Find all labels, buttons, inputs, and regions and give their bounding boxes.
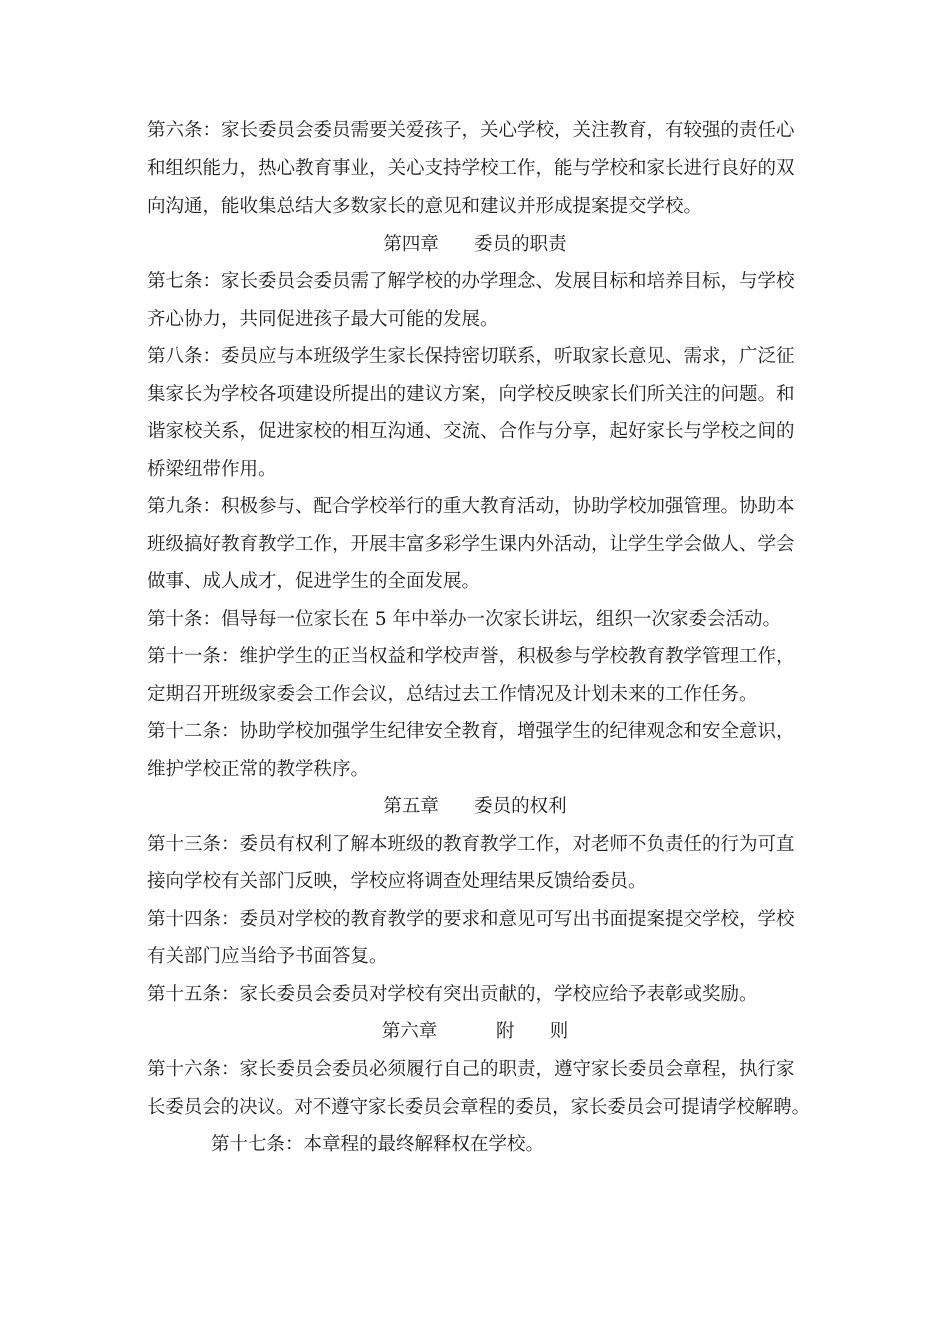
chapter-4-heading: 第四章 委员的职责: [383, 234, 567, 255]
article-16-line-2: 长委员会的决议。对不遵守家长委员会章程的委员，家长委员会可提请学校解聘。: [147, 1097, 811, 1118]
article-6-line-3: 向沟通，能收集总结大多数家长的意见和建议并形成提案提交学校。: [147, 196, 703, 217]
article-15-line-1: 第十五条：家长委员会委员对学校有突出贡献的，学校应给予表彰或奖励。: [147, 984, 758, 1005]
article-7-line-2: 齐心协力，共同促进孩子最大可能的发展。: [147, 309, 499, 330]
article-12-line-2: 维护学校正常的教学秩序。: [147, 759, 370, 780]
article-6-line-1: 第六条：家长委员会委员需要关爱孩子，关心学校，关注教育，有较强的责任心: [147, 120, 795, 141]
article-11-line-1: 第十一条：维护学生的正当权益和学校声誉，积极参与学校教育教学管理工作，: [147, 646, 795, 667]
article-9-line-2: 班级搞好教育教学工作，开展丰富多彩学生课内外活动，让学生学会做人、学会: [147, 534, 795, 555]
article-8-line-3: 谐家校关系，促进家校的相互沟通、交流、合作与分享，起好家长与学校之间的: [147, 421, 795, 442]
article-13-line-2: 接向学校有关部门反映，学校应将调查处理结果反馈给委员。: [147, 871, 647, 892]
article-8-line-2: 集家长为学校各项建设所提出的建议方案，向学校反映家长们所关注的问题。和: [147, 384, 795, 405]
article-8-line-1: 第八条：委员应与本班级学生家长保持密切联系，听取家长意见、需求，广泛征: [147, 346, 795, 367]
article-14-line-1: 第十四条：委员对学校的教育教学的要求和意见可写出书面提案提交学校，学校: [147, 909, 795, 930]
article-10-line-1: 第十条：倡导每一位家长在 5 年中举办一次家长讲坛，组织一次家委会活动。: [147, 609, 782, 630]
article-17-line-1: 第十七条：本章程的最终解释权在学校。: [211, 1134, 545, 1155]
article-13-line-1: 第十三条：委员有权利了解本班级的教育教学工作，对老师不负责任的行为可直: [147, 834, 795, 855]
article-6-line-2: 和组织能力，热心教育事业，关心支持学校工作，能与学校和家长进行良好的双: [147, 158, 795, 179]
chapter-6-heading: 第六章 附 则: [381, 1021, 569, 1042]
article-12-line-1: 第十二条：协助学校加强学生纪律安全教育，增强学生的纪律观念和安全意识，: [147, 721, 795, 742]
article-9-line-1: 第九条：积极参与、配合学校举行的重大教育活动，协助学校加强管理。协助本: [147, 496, 795, 517]
article-8-line-4: 桥梁纽带作用。: [147, 459, 277, 480]
article-14-line-2: 有关部门应当给予书面答复。: [147, 946, 388, 967]
article-11-line-2: 定期召开班级家委会工作会议，总结过去工作情况及计划未来的工作任务。: [147, 684, 758, 705]
chapter-5-heading: 第五章 委员的权利: [383, 796, 567, 817]
article-16-line-1: 第十六条：家长委员会委员必须履行自己的职责，遵守家长委员会章程，执行家: [147, 1059, 795, 1080]
article-7-line-1: 第七条：家长委员会委员需了解学校的办学理念、发展目标和培养目标，与学校: [147, 271, 795, 292]
article-9-line-3: 做事、成人成才，促进学生的全面发展。: [147, 571, 481, 592]
